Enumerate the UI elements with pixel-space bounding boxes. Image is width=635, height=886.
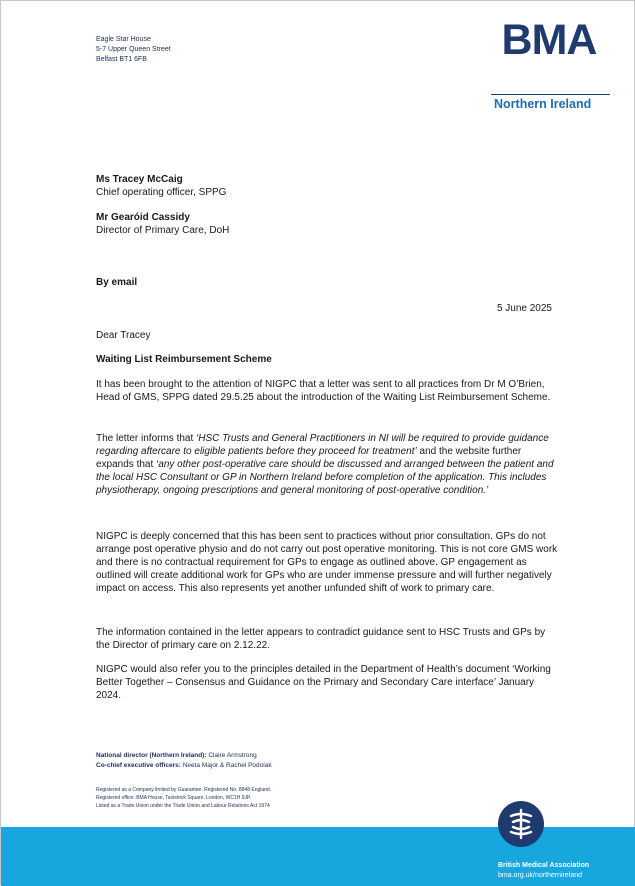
paragraph-4 [96,626,561,652]
recipient-1 [96,173,226,199]
paragraph-2 [96,432,561,497]
cochief-line [96,761,272,771]
footer-officers [96,751,272,771]
org-url[interactable]: bma.org.uk/northernireland [498,872,583,879]
caduceus-icon [498,801,544,847]
paragraph-3 [96,530,561,595]
recipient-2 [96,211,229,237]
legal-notice [96,786,271,810]
cochief-label: Co-chief executive officers: [96,762,181,769]
footer-organisation [498,861,589,881]
address-line: Belfast BT1 6FB [96,56,147,63]
address-line: 5-7 Upper Queen Street [96,46,171,53]
text-run: The letter informs that [96,433,197,444]
logo-region: Northern Ireland [494,97,592,111]
director-line [96,751,272,761]
salutation: Dear Tracey [96,330,151,341]
cochief-names: Neeta Major & Rachel Podolak [180,762,272,769]
paragraph-text: It has been brought to the attention of NIGPC that a letter was sent to all practices from Dr M O’Brien, Head of GMS, SPPG dated 29.5.25 about the introduction of the Waiting List Reimbursement Scheme. [96,379,551,403]
letter-subject: Waiting List Reimbursement Scheme [96,354,272,365]
legal-line: Registered as a Company limited by Guarantee. Registered No. 8848 England. [96,787,272,793]
paragraph-1 [96,378,561,404]
recipient-role: Chief operating officer, SPPG [96,187,227,198]
bma-logo [489,15,609,111]
recipient-role: Director of Primary Care, DoH [96,225,230,236]
bma-roundel-icon [498,801,544,847]
paragraph-5 [96,663,561,702]
paragraph-text: NIGPC is deeply concerned that this has been sent to practices without prior consultation. GPs do not arrange post operative physio and do not carry out post operative monitoring. This is not core GMS work and there is no contractual requirement for GPs to engage as outlined above. GP engagement as outlined will create additional work for GPs who are under immense pressure and will further negatively impact on access. This also represents yet another unfunded shift of work to primary care. [96,531,558,594]
paragraph-text [96,432,561,497]
recipient-name: Ms Tracey McCaig [96,174,183,185]
logo-mark: BMA [501,16,597,64]
paragraph-text: NIGPC would also refer you to the principles detailed in the Department of Health’s document ‘Working Better Together – Consensus and Guidance on the Primary and Secondary Care interface’ January 2024. [96,664,551,701]
quoted-text: ‘any other post-operative care should be discussed and arranged between the patient and the local HSC Consultant or GP in Northern Ireland before completion of the application. This includes physiotherapy, ongoing prescriptions and general monitoring of post-operative condition.’ [96,459,554,496]
delivery-method: By email [96,277,138,288]
address-line: Eagle Star House [96,36,151,43]
logo-divider [491,94,610,95]
quoted-text: ‘HSC Trusts and General Practitioners in NI will be required to provide guidance regarding aftercare to eligible patients before they proceed for treatment’ [96,433,549,457]
paragraph-text: The information contained in the letter appears to contradict guidance sent to HSC Trusts and GPs by the Director of primary care on 2.12.22. [96,627,546,651]
legal-line: Registered office: BMA House, Tavistock Square, London, WC1H 9JP. [96,795,252,801]
director-label: National director (Northern Ireland): [96,752,207,759]
sender-address [96,35,171,65]
recipient-name: Mr Gearóid Cassidy [96,212,190,223]
legal-line: Listed as a Trade Union under the Trade Union and Labour Relations Act 1974 [96,803,270,809]
director-name: Claire Armstrong [206,752,257,759]
letter-date: 5 June 2025 [496,303,552,314]
org-name: British Medical Association [498,862,590,869]
text-run: and the website further expands that [96,446,522,470]
